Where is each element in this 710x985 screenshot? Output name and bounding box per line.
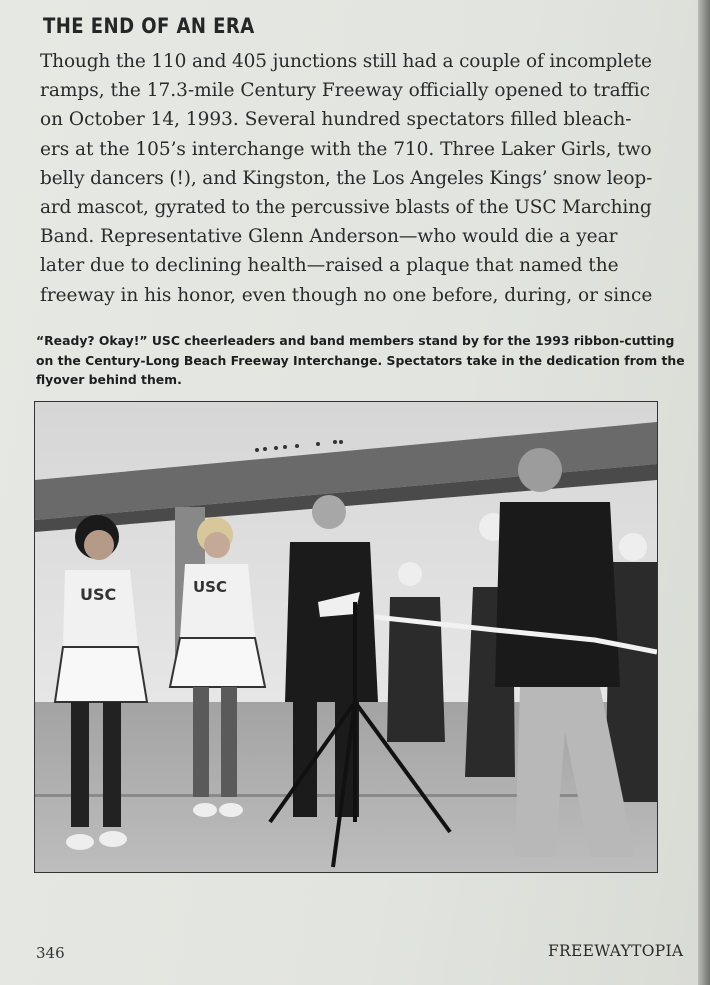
page-number: 346 [36,944,65,962]
book-spine-shadow [698,0,710,985]
body-line: belly dancers (!), and Kingston, the Los Angeles Kings’ snow leop- [40,167,653,189]
section-heading: THE END OF AN ERA [43,14,255,38]
caption-line: “Ready? Okay!” USC cheerleaders and band members stand by for the 1993 ribbon-cutting [36,333,675,348]
body-paragraph [40,47,652,310]
body-line: ramps, the 17.3-mile Century Freeway officially opened to traffic [40,80,651,102]
caption-line: on the Century-Long Beach Freeway Interchange. Spectators take in the dedication from the [36,352,685,368]
caption-line: flyover behind them. [36,372,182,387]
sweater-lettering: USC [80,585,117,604]
sweater-lettering: USC [193,578,227,596]
body-line: Though the 110 and 405 junctions still had a couple of incomplete [40,51,652,72]
body-line: later due to declining health—raised a plaque that named the [40,255,619,277]
body-line: ers at the 105’s interchange with the 710. Three Laker Girls, two [40,138,652,160]
photo-caption [36,331,685,390]
running-title: FREEWAYTOPIA [548,942,684,960]
ribbon-cutting-photo [35,402,657,872]
body-line: freeway in his honor, even though no one before, during, or since [40,284,653,306]
body-line: ard mascot, gyrated to the percussive blasts of the USC Marching [40,197,652,219]
body-line: Band. Representative Glenn Anderson—who would die a year [40,226,618,248]
body-line: on October 14, 1993. Several hundred spectators filled bleach- [40,109,632,131]
